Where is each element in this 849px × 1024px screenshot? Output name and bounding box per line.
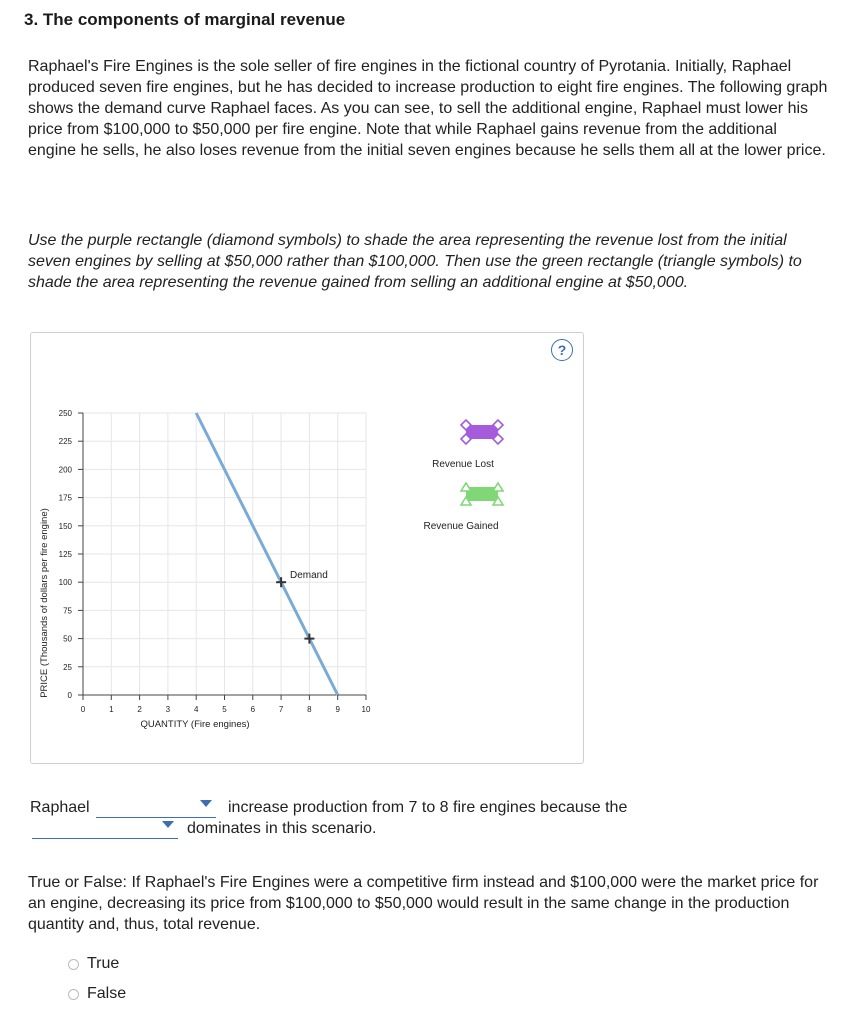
option-false-label: False — [87, 985, 127, 1002]
q1-middle-text: increase production from 7 to 8 fire engines because the — [228, 799, 628, 816]
revenue-gained-swatch — [466, 487, 498, 501]
y-tick-label: 150 — [58, 521, 72, 531]
chart-grid — [83, 413, 366, 695]
revenue-gained-label: Revenue Gained — [423, 521, 499, 532]
chart-axes — [78, 413, 366, 700]
y-tick-label: 125 — [58, 550, 72, 559]
x-tick-label: 6 — [250, 705, 256, 714]
y-tick-labels — [59, 409, 73, 700]
x-tick-label: 2 — [137, 705, 142, 714]
caret-down-icon — [200, 800, 212, 807]
intro-paragraph: Raphael's Fire Engines is the sole seller of fire engines in the fictional country of Pyrotania. Initially, Raphael produced seven fire engines, but he has decided to increase production to eight fire engines. The following graph shows the demand curve Raphael faces. As you can see, to sell the additional engine, Raphael must lower his price from $100,000 to $50,000 per fire engine. Note that while Raphael gains revenue from the additional engine he sells, he also loses revenue from the initial seven engines because he sells them all at the lower price. — [28, 58, 828, 159]
instruction-paragraph: Use the purple rectangle (diamond symbols) to shade the area representing the revenue lost from the initial seven engines by selling at $50,000 rather than $100,000. Then use the green rectangle (triangle symbols) to shade the area representing the revenue gained from selling an additional engine at $50,000. — [28, 232, 802, 291]
graph-panel — [30, 332, 584, 764]
y-tick-label: 100 — [58, 578, 72, 588]
x-tick-label: 10 — [361, 705, 371, 714]
y-tick-label: 0 — [67, 691, 72, 700]
q1-prefix: Raphael — [30, 799, 90, 816]
y-tick-label: 175 — [58, 493, 72, 503]
radio-false[interactable] — [68, 989, 79, 1000]
q1-suffix: dominates in this scenario. — [187, 820, 377, 837]
y-axis-label: PRICE (Thousands of dollars per fire engine) — [39, 508, 50, 698]
true-false-question: True or False: If Raphael's Fire Engines were a competitive firm instead and $100,000 were the market price for an engine, decreasing its price from $100,000 to $50,000 would result in the same change in the production quantity and, thus, total revenue. — [28, 874, 819, 933]
option-false[interactable] — [68, 985, 126, 1003]
x-tick-labels — [81, 705, 371, 714]
y-tick-label: 250 — [58, 409, 72, 418]
x-tick-label: 5 — [222, 705, 227, 714]
radio-true[interactable] — [68, 959, 79, 970]
x-axis-label: QUANTITY (Fire engines) — [140, 719, 250, 730]
x-tick-label: 3 — [165, 705, 171, 714]
palette-revenue-lost[interactable] — [432, 420, 503, 470]
revenue-lost-label: Revenue Lost — [432, 459, 494, 470]
y-tick-label: 50 — [63, 634, 72, 644]
x-tick-label: 9 — [335, 705, 340, 714]
option-true-label: True — [87, 955, 120, 972]
x-tick-label: 4 — [193, 705, 199, 714]
palette-revenue-gained[interactable] — [423, 483, 503, 532]
caret-down-icon — [162, 821, 174, 828]
x-tick-label: 7 — [278, 705, 284, 714]
y-tick-label: 200 — [58, 465, 72, 475]
demand-chart — [31, 333, 583, 763]
y-tick-label: 25 — [63, 662, 72, 672]
question-title: 3. The components of marginal revenue — [24, 10, 346, 29]
x-tick-label: 8 — [307, 705, 312, 714]
x-tick-label: 1 — [109, 705, 114, 714]
demand-curve-label: Demand — [290, 570, 328, 581]
y-tick-label: 75 — [63, 606, 72, 616]
x-tick-label: 0 — [80, 705, 86, 714]
help-icon[interactable]: ? — [551, 339, 573, 361]
production-decision-dropdown[interactable] — [96, 797, 216, 818]
dominant-effect-dropdown[interactable] — [32, 818, 178, 839]
y-tick-label: 225 — [58, 437, 72, 447]
revenue-lost-swatch — [466, 425, 498, 439]
option-true[interactable] — [68, 955, 119, 973]
